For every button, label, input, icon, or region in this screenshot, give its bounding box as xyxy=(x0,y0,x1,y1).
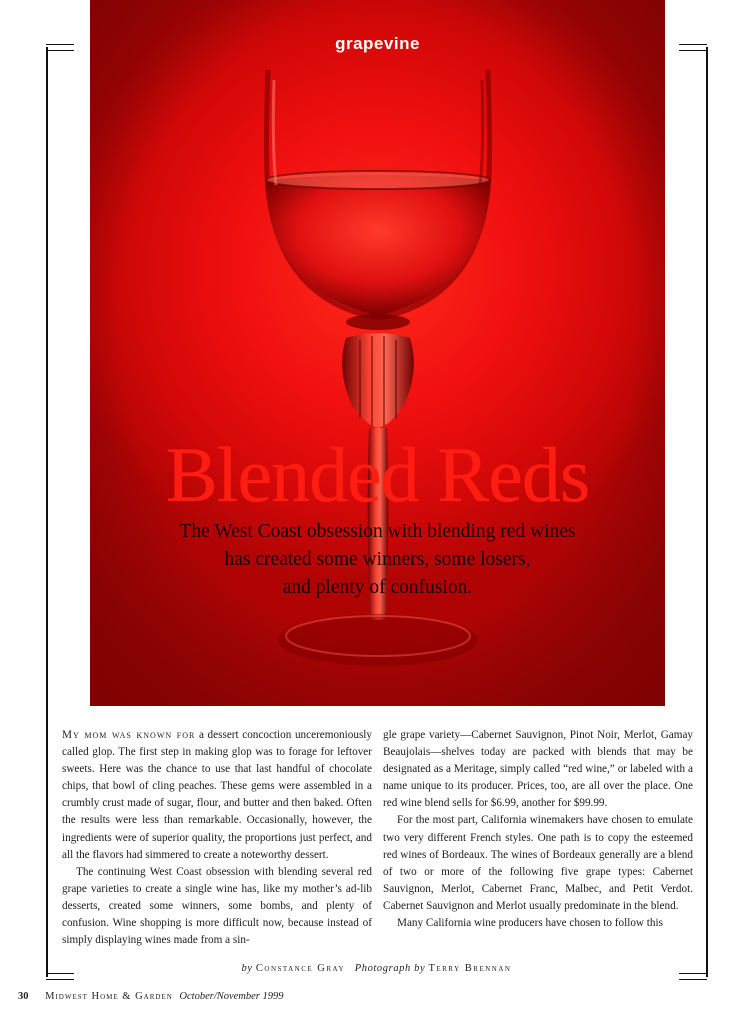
deck-line: has created some winners, some losers, xyxy=(224,549,531,570)
article-column-left xyxy=(62,727,372,949)
paragraph: gle grape variety—Cabernet Sauvignon, Pinot Noir, Merlot, Gamay Beaujolais—shelves today are packed with blends that may be designated as a Meritage, simply called “red wine,” or labeled with a name unique to its producer. Prices, too, are all over the place. One red wine blend sells for $6.99, another for $99.99. xyxy=(383,729,693,810)
article-deck xyxy=(130,518,625,602)
article-headline: Blended Reds xyxy=(165,431,590,518)
byline-label: by xyxy=(241,963,253,974)
frame-tick-top-right xyxy=(679,44,707,51)
deck-line: and plenty of confusion. xyxy=(282,577,473,598)
wine-glass-photo xyxy=(90,0,665,706)
page-number: 30 xyxy=(18,991,29,1002)
publication-name: Midwest Home & Garden xyxy=(45,991,173,1002)
paragraph: Many California wine producers have chosen to follow this xyxy=(397,917,663,930)
photo-credit-label: Photograph by xyxy=(354,963,426,974)
paragraph: The continuing West Coast obsession with blending several red grape varieties to create a single wine has, like my mother’s ad-lib desserts, created some winners, some bombs, and plenty of confusion. Wine shopping is more difficult now, because instead of simply displaying wines made from a sin- xyxy=(62,865,372,947)
left-frame-rule xyxy=(46,47,48,977)
section-tag: grapevine xyxy=(335,34,420,53)
frame-tick-top-left xyxy=(46,44,74,51)
frame-tick-bottom-right xyxy=(679,973,707,980)
photographer-name: Terry Brennan xyxy=(428,963,512,974)
article-column-right xyxy=(383,727,693,932)
paragraph-text: a dessert concoction unceremoniously called glop. The first step in making glop was to forage for leftover sweets. Here was the chance to use that last handful of chocolate chips, that bowl of cling peaches. These gems were assembled in a crumbly crust made of sugar, flour, and butter and then baked. Often the results were less than remarkable. Occasionally, however, the ingredients were of superior quality, the proportions just perfect, and all the flavors had simmered to create a noteworthy dessert. xyxy=(62,729,373,861)
right-frame-rule xyxy=(706,47,708,977)
deck-line: The West Coast obsession with blending red wines xyxy=(179,521,576,542)
issue-date: October/November 1999 xyxy=(179,991,284,1002)
byline-credits xyxy=(0,963,753,974)
frame-tick-bottom-left xyxy=(46,973,74,980)
page-folio xyxy=(18,991,284,1002)
paragraph: For the most part, California winemakers have chosen to emulate two very different French styles. One path is to copy the esteemed red wines of Bordeaux. The wines of Bordeaux generally are a blend of two or more of the following five grape types: Cabernet Sauvignon, Merlot, Cabernet Franc, Malbec, and Petit Verdot. Cabernet Sauvignon and Merlot usually predominate in the blend. xyxy=(383,814,693,912)
lead-in: My mom was known for xyxy=(62,729,196,741)
author-name: Constance Gray xyxy=(255,963,346,974)
paragraph xyxy=(62,727,372,864)
